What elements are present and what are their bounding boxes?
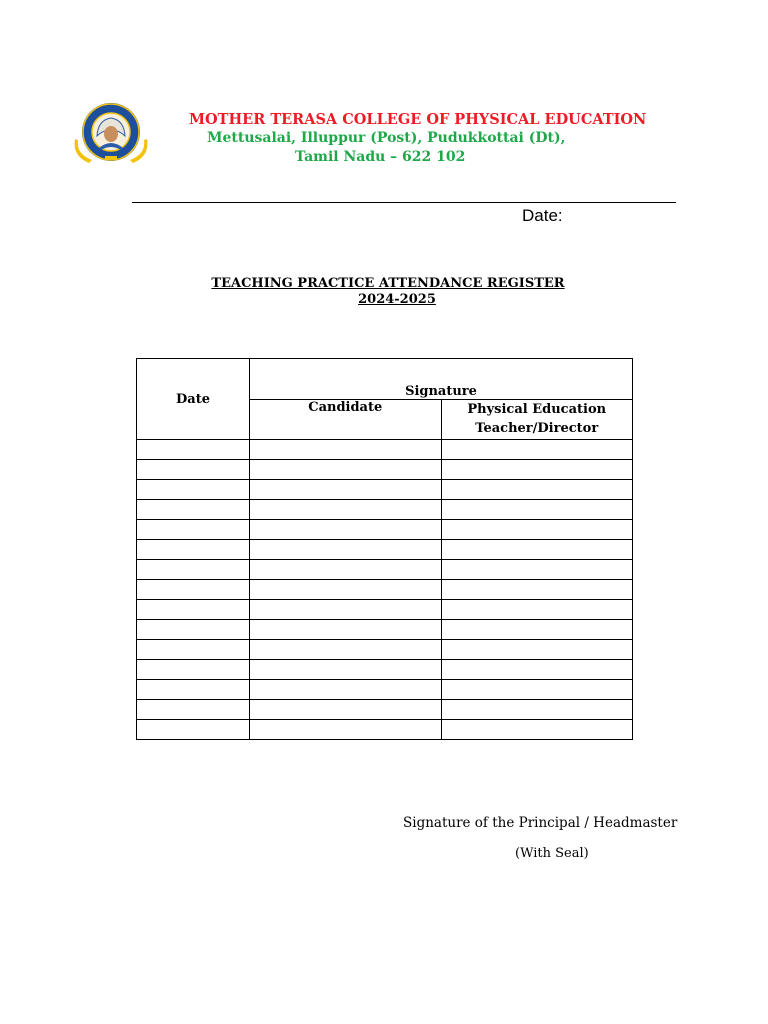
date-cell bbox=[137, 640, 250, 660]
table-row bbox=[137, 700, 633, 720]
pe-signature-cell bbox=[441, 540, 633, 560]
date-cell bbox=[137, 480, 250, 500]
table-row bbox=[137, 660, 633, 680]
pe-signature-cell bbox=[441, 520, 633, 540]
candidate-signature-cell bbox=[250, 620, 442, 640]
college-address-line2: Tamil Nadu – 622 102 bbox=[295, 149, 466, 165]
pe-signature-cell bbox=[441, 580, 633, 600]
candidate-signature-cell bbox=[250, 560, 442, 580]
date-cell bbox=[137, 500, 250, 520]
candidate-signature-cell bbox=[250, 660, 442, 680]
column-header-pe-teacher bbox=[441, 400, 633, 440]
candidate-signature-cell bbox=[250, 540, 442, 560]
candidate-signature-cell bbox=[250, 600, 442, 620]
date-cell bbox=[137, 460, 250, 480]
date-cell bbox=[137, 620, 250, 640]
pe-signature-cell bbox=[441, 500, 633, 520]
table-row bbox=[137, 680, 633, 700]
date-cell bbox=[137, 680, 250, 700]
table-row bbox=[137, 640, 633, 660]
table-row bbox=[137, 520, 633, 540]
column-header-candidate: Candidate bbox=[250, 400, 442, 440]
date-cell bbox=[137, 660, 250, 680]
college-address-line1: Mettusalai, Illuppur (Post), Pudukkottai (Dt), bbox=[207, 130, 566, 146]
pe-signature-cell bbox=[441, 680, 633, 700]
table-row bbox=[137, 620, 633, 640]
table-row bbox=[137, 500, 633, 520]
table-row bbox=[137, 480, 633, 500]
date-cell bbox=[137, 580, 250, 600]
attendance-rows bbox=[137, 440, 633, 740]
table-row bbox=[137, 460, 633, 480]
table-row bbox=[137, 600, 633, 620]
date-cell bbox=[137, 440, 250, 460]
date-cell bbox=[137, 720, 250, 740]
pe-signature-cell bbox=[441, 480, 633, 500]
table-row bbox=[137, 440, 633, 460]
candidate-signature-cell bbox=[250, 440, 442, 460]
date-cell bbox=[137, 600, 250, 620]
pe-signature-cell bbox=[441, 460, 633, 480]
date-cell bbox=[137, 700, 250, 720]
candidate-signature-cell bbox=[250, 480, 442, 500]
table-row bbox=[137, 580, 633, 600]
column-header-pe-line1: Physical Education bbox=[467, 402, 607, 417]
principal-signature-label: Signature of the Principal / Headmaster bbox=[403, 815, 678, 831]
date-cell bbox=[137, 560, 250, 580]
candidate-signature-cell bbox=[250, 700, 442, 720]
register-title: TEACHING PRACTICE ATTENDANCE REGISTER bbox=[211, 276, 565, 291]
column-header-date: Date bbox=[137, 359, 250, 440]
candidate-signature-cell bbox=[250, 580, 442, 600]
attendance-table bbox=[136, 358, 633, 740]
candidate-signature-cell bbox=[250, 640, 442, 660]
date-label: Date: bbox=[522, 206, 563, 225]
college-name: MOTHER TERASA COLLEGE OF PHYSICAL EDUCATION bbox=[189, 111, 647, 128]
column-header-signature: Signature bbox=[250, 359, 633, 400]
seal-note: (With Seal) bbox=[515, 846, 589, 861]
pe-signature-cell bbox=[441, 440, 633, 460]
table-row bbox=[137, 560, 633, 580]
candidate-signature-cell bbox=[250, 520, 442, 540]
candidate-signature-cell bbox=[250, 500, 442, 520]
pe-signature-cell bbox=[441, 560, 633, 580]
pe-signature-cell bbox=[441, 660, 633, 680]
register-year: 2024-2025 bbox=[358, 292, 436, 307]
pe-signature-cell bbox=[441, 700, 633, 720]
pe-signature-cell bbox=[441, 640, 633, 660]
pe-signature-cell bbox=[441, 620, 633, 640]
date-cell bbox=[137, 540, 250, 560]
date-cell bbox=[137, 520, 250, 540]
pe-signature-cell bbox=[441, 720, 633, 740]
candidate-signature-cell bbox=[250, 680, 442, 700]
pe-signature-cell bbox=[441, 600, 633, 620]
table-row bbox=[137, 720, 633, 740]
table-row bbox=[137, 540, 633, 560]
college-logo bbox=[72, 102, 150, 168]
header-divider bbox=[132, 202, 676, 203]
candidate-signature-cell bbox=[250, 720, 442, 740]
column-header-pe-line2: Teacher/Director bbox=[475, 421, 599, 436]
candidate-signature-cell bbox=[250, 460, 442, 480]
